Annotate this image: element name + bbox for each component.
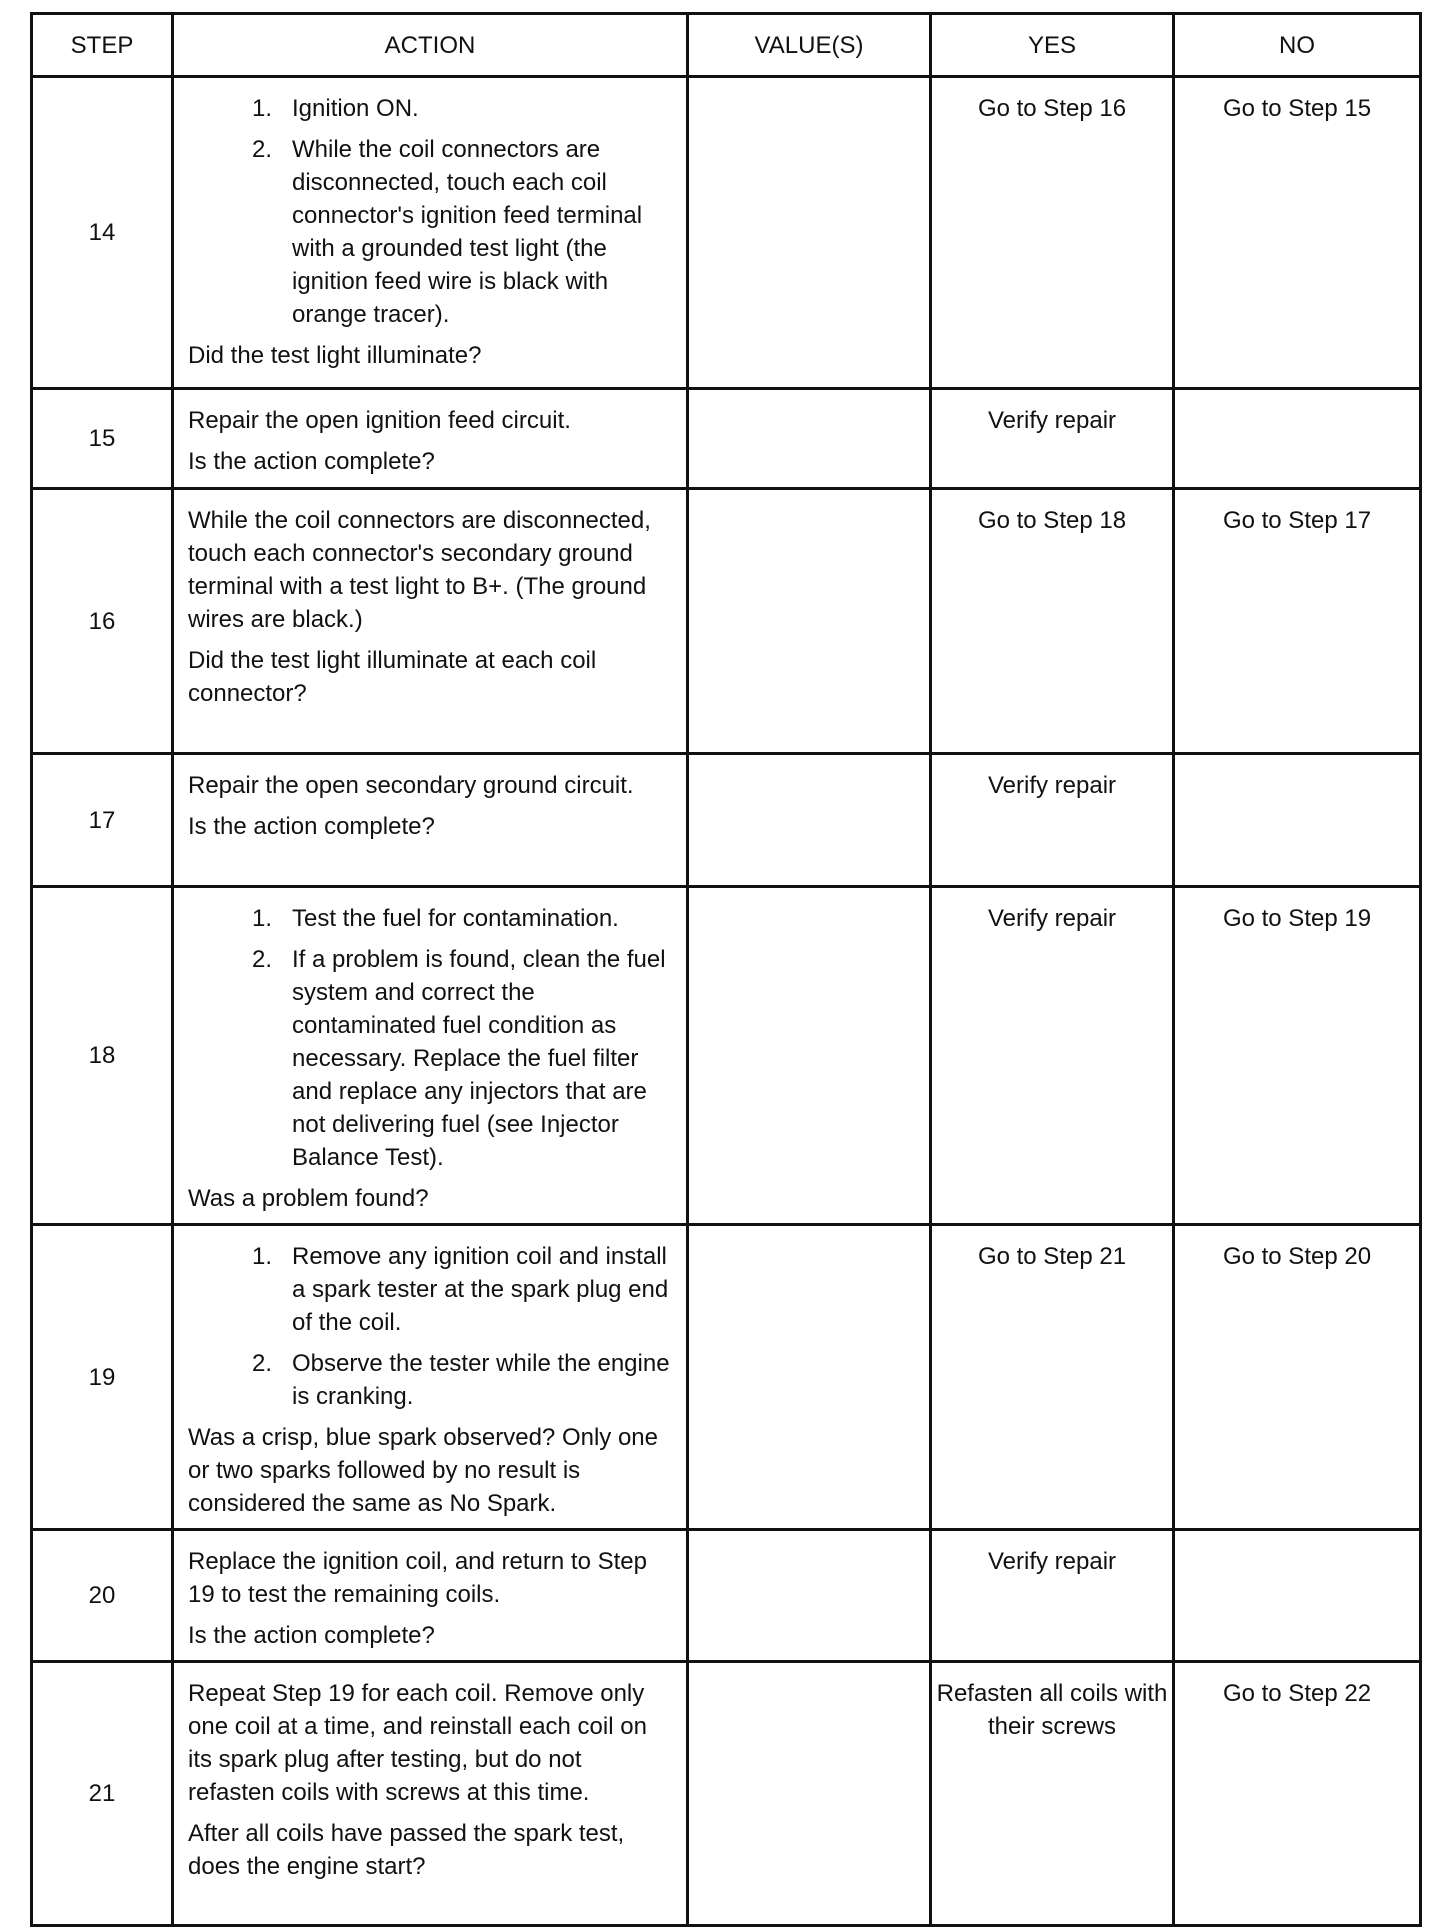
action-cell — [171, 1663, 686, 1924]
action-steps — [188, 1240, 674, 1413]
list-item: 1. Ignition ON. — [188, 92, 674, 125]
no-cell — [1172, 390, 1419, 487]
value-cell — [686, 390, 929, 487]
action-cell — [171, 490, 686, 752]
yes-cell: Verify repair — [929, 1531, 1172, 1660]
no-cell — [1172, 1531, 1419, 1660]
step-number: 19 — [88, 1363, 116, 1391]
header-no: NO — [1172, 15, 1419, 75]
action-item-text: Ignition ON. — [292, 95, 419, 122]
action-steps — [188, 902, 674, 1174]
list-item: 2. While the coil connectors are disconnected, touch each coil connector's ignition feed terminal with a grounded test light (the ignition feed wire is black with orange tracer). — [188, 133, 674, 331]
action-cell — [171, 888, 686, 1223]
action-text: Repeat Step 19 for each coil. Remove only one coil at a time, and reinstall each coil on its spark plug after testing, but do not refasten coils with screws at this time. — [188, 1680, 647, 1806]
value-cell — [686, 1663, 929, 1924]
header-yes: YES — [929, 15, 1172, 75]
action-item-text: Test the fuel for contamination. — [292, 905, 619, 932]
step-number: 18 — [88, 1042, 116, 1069]
header-action: ACTION — [171, 15, 686, 75]
yes-cell: Go to Step 21 — [929, 1226, 1172, 1528]
action-text: Replace the ignition coil, and return to Step 19 to test the remaining coils. — [188, 1548, 647, 1608]
yes-cell: Refasten all coils with their screws — [929, 1663, 1172, 1924]
yes-cell: Verify repair — [929, 888, 1172, 1223]
value-cell — [686, 1226, 929, 1528]
no-cell: Go to Step 17 — [1172, 490, 1419, 752]
list-item: 1. Test the fuel for contamination. — [188, 902, 674, 935]
action-question: Is the action complete? — [188, 813, 435, 840]
table-row — [33, 1660, 1419, 1924]
yes-cell: Go to Step 18 — [929, 490, 1172, 752]
step-number: 21 — [88, 1780, 116, 1807]
step-number: 16 — [88, 607, 116, 635]
action-question: Is the action complete? — [188, 448, 435, 475]
yes-cell: Verify repair — [929, 755, 1172, 885]
action-cell — [171, 755, 686, 885]
yes-cell: Verify repair — [929, 390, 1172, 487]
table-row — [33, 752, 1419, 885]
value-cell — [686, 490, 929, 752]
table-row — [33, 885, 1419, 1223]
no-cell: Go to Step 22 — [1172, 1663, 1419, 1924]
no-cell: Go to Step 19 — [1172, 888, 1419, 1223]
no-cell: Go to Step 20 — [1172, 1226, 1419, 1528]
action-question: Is the action complete? — [188, 1622, 435, 1649]
header-values: VALUE(S) — [686, 15, 929, 75]
value-cell — [686, 78, 929, 387]
action-question: Was a problem found? — [188, 1185, 429, 1212]
value-cell — [686, 888, 929, 1223]
list-item: 2. Observe the tester while the engine is cranking. — [188, 1347, 674, 1413]
action-text: While the coil connectors are disconnected, touch each connector's secondary ground terminal with a test light to B+. (The ground wires are black.) — [188, 507, 651, 633]
action-cell — [171, 1226, 686, 1528]
value-cell — [686, 1531, 929, 1660]
table-row — [33, 487, 1419, 752]
diagnostic-table — [30, 12, 1422, 1927]
list-item: 2. If a problem is found, clean the fuel system and correct the contaminated fuel condition as necessary. Replace the fuel filter and replace any injectors that are not delivering fuel (see Injector Balance Test). — [188, 943, 674, 1174]
action-question: Did the test light illuminate? — [188, 342, 482, 369]
list-item: 1. Remove any ignition coil and install a spark tester at the spark plug end of the coil. — [188, 1240, 674, 1339]
yes-cell: Go to Step 16 — [929, 78, 1172, 387]
action-steps — [188, 92, 674, 331]
action-cell — [171, 78, 686, 387]
step-number: 15 — [88, 425, 116, 452]
action-cell — [171, 1531, 686, 1660]
table-header-row — [33, 15, 1419, 75]
no-cell: Go to Step 15 — [1172, 78, 1419, 387]
action-text: Repair the open ignition feed circuit. — [188, 407, 571, 434]
no-cell — [1172, 755, 1419, 885]
action-cell — [171, 390, 686, 487]
table-row — [33, 1223, 1419, 1528]
action-item-text: Remove any ignition coil and install a spark tester at the spark plug end of the coil. — [292, 1243, 669, 1336]
action-question: After all coils have passed the spark test, does the engine start? — [188, 1820, 625, 1880]
action-item-text: Observe the tester while the engine is cranking. — [292, 1350, 670, 1410]
step-number: 17 — [88, 806, 116, 834]
action-question: Was a crisp, blue spark observed? Only one or two sparks followed by no result is considered the same as No Spark. — [188, 1424, 659, 1517]
table-row — [33, 387, 1419, 487]
action-text: Repair the open secondary ground circuit. — [188, 772, 634, 799]
action-question: Did the test light illuminate at each coil connector? — [188, 647, 597, 707]
value-cell — [686, 755, 929, 885]
table-row — [33, 1528, 1419, 1660]
step-number: 20 — [88, 1582, 116, 1609]
step-number: 14 — [88, 219, 116, 246]
action-item-text: If a problem is found, clean the fuel system and correct the contaminated fuel condition as necessary. Replace the fuel filter and replace any injectors that are not delivering fuel (see Injector Balance Test). — [292, 946, 666, 1171]
header-step: STEP — [70, 31, 134, 59]
table-row — [33, 75, 1419, 387]
action-item-text: While the coil connectors are disconnected, touch each coil connector's ignition feed terminal with a grounded test light (the ignition feed wire is black with orange tracer). — [292, 136, 643, 328]
